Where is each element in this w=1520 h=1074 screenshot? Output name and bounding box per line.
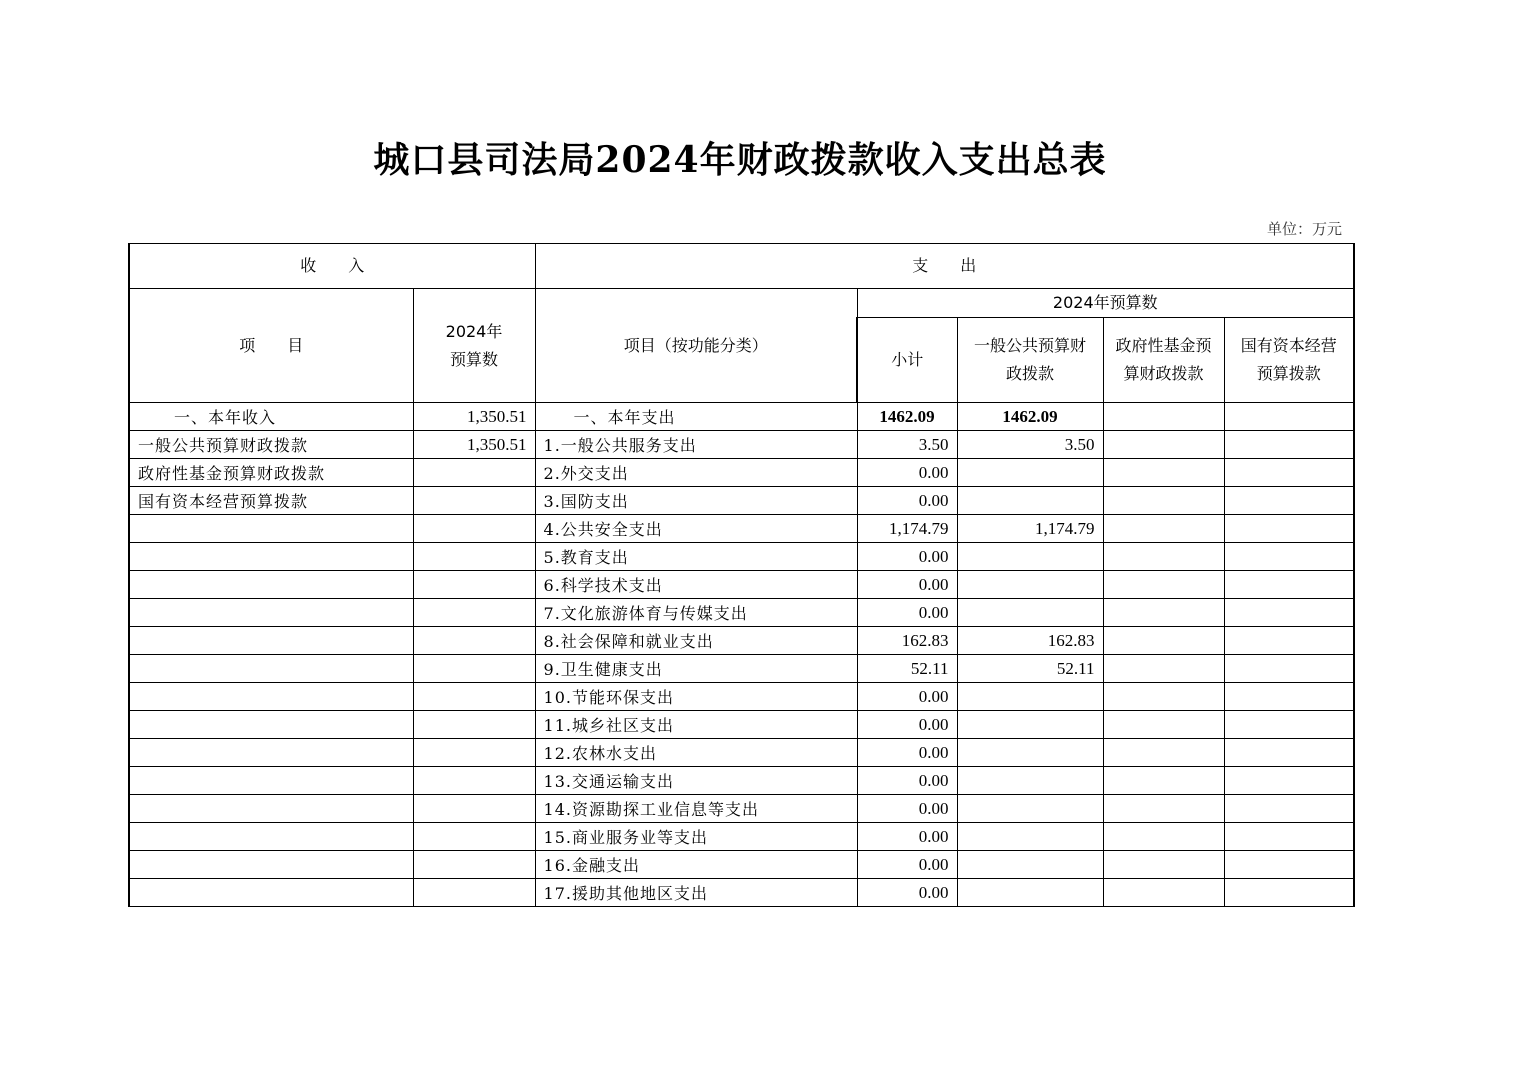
expense-item-label: 10.节能环保支出 xyxy=(535,683,857,711)
expense-general xyxy=(957,767,1103,795)
header-row-2 xyxy=(129,289,1354,318)
table-row xyxy=(129,711,1354,739)
page-title: 城口县司法局2024年财政拨款收入支出总表 xyxy=(373,139,1107,181)
expense-gov-fund xyxy=(1103,711,1224,739)
subtotal-header: 小计 xyxy=(857,318,957,403)
expense-gov-fund xyxy=(1103,543,1224,571)
table-row xyxy=(129,487,1354,515)
expense-gov-fund xyxy=(1103,627,1224,655)
income-item-label xyxy=(129,739,413,767)
expense-gov-fund xyxy=(1103,767,1224,795)
expense-total-general: 1462.09 xyxy=(957,403,1103,431)
expense-item-label: 4.公共安全支出 xyxy=(535,515,857,543)
expense-subtotal: 0.00 xyxy=(857,683,957,711)
expense-general xyxy=(957,459,1103,487)
budget-group-header: 2024年预算数 xyxy=(857,289,1354,318)
income-item-label xyxy=(129,851,413,879)
expense-state-capital xyxy=(1224,487,1354,515)
table-row xyxy=(129,655,1354,683)
expense-general xyxy=(957,739,1103,767)
income-item-value xyxy=(413,879,535,907)
expense-gov-fund xyxy=(1103,655,1224,683)
expense-general xyxy=(957,543,1103,571)
expense-item-label: 3.国防支出 xyxy=(535,487,857,515)
expense-general: 162.83 xyxy=(957,627,1103,655)
expense-subtotal: 0.00 xyxy=(857,879,957,907)
expense-total-state-capital xyxy=(1224,403,1354,431)
expense-subtotal: 0.00 xyxy=(857,711,957,739)
expense-gov-fund xyxy=(1103,851,1224,879)
income-item-label xyxy=(129,767,413,795)
expense-item-label: 7.文化旅游体育与传媒支出 xyxy=(535,599,857,627)
expense-state-capital xyxy=(1224,879,1354,907)
expense-state-capital xyxy=(1224,459,1354,487)
expense-subtotal: 1,174.79 xyxy=(857,515,957,543)
expense-subtotal: 0.00 xyxy=(857,795,957,823)
expense-gov-fund xyxy=(1103,515,1224,543)
income-item-value xyxy=(413,683,535,711)
expense-state-capital xyxy=(1224,543,1354,571)
table-row xyxy=(129,431,1354,459)
expense-state-capital xyxy=(1224,851,1354,879)
expense-gov-fund xyxy=(1103,795,1224,823)
table-row xyxy=(129,515,1354,543)
expense-state-capital xyxy=(1224,431,1354,459)
expense-state-capital xyxy=(1224,767,1354,795)
expense-general xyxy=(957,823,1103,851)
expense-item-label: 1.一般公共服务支出 xyxy=(535,431,857,459)
expense-gov-fund xyxy=(1103,683,1224,711)
expense-subtotal: 52.11 xyxy=(857,655,957,683)
income-item-value xyxy=(413,795,535,823)
income-item-value xyxy=(413,739,535,767)
income-item-label xyxy=(129,599,413,627)
expense-state-capital xyxy=(1224,515,1354,543)
income-item-label xyxy=(129,879,413,907)
income-header: 收 入 xyxy=(129,244,535,289)
income-item-label xyxy=(129,655,413,683)
income-item-value xyxy=(413,655,535,683)
expense-item-label: 6.科学技术支出 xyxy=(535,571,857,599)
table-row xyxy=(129,571,1354,599)
expense-gov-fund xyxy=(1103,599,1224,627)
header-row-1 xyxy=(129,244,1354,289)
expense-subtotal: 0.00 xyxy=(857,823,957,851)
expense-general: 3.50 xyxy=(957,431,1103,459)
table-row xyxy=(129,543,1354,571)
income-item-value xyxy=(413,711,535,739)
table-row xyxy=(129,459,1354,487)
expense-item-label: 11.城乡社区支出 xyxy=(535,711,857,739)
budget-header xyxy=(413,289,535,403)
expense-subtotal: 0.00 xyxy=(857,739,957,767)
item-header: 项 目 xyxy=(129,289,413,403)
income-item-label xyxy=(129,795,413,823)
income-item-label xyxy=(129,823,413,851)
expense-state-capital xyxy=(1224,823,1354,851)
expense-state-capital xyxy=(1224,599,1354,627)
income-item-label xyxy=(129,711,413,739)
income-item-value xyxy=(413,767,535,795)
income-item-value xyxy=(413,543,535,571)
expense-subtotal: 0.00 xyxy=(857,459,957,487)
expense-general xyxy=(957,683,1103,711)
expense-subtotal: 162.83 xyxy=(857,627,957,655)
expense-gov-fund xyxy=(1103,739,1224,767)
expense-general xyxy=(957,571,1103,599)
expense-total-subtotal: 1462.09 xyxy=(857,403,957,431)
expense-subtotal: 0.00 xyxy=(857,571,957,599)
expense-item-label: 8.社会保障和就业支出 xyxy=(535,627,857,655)
income-item-label xyxy=(129,683,413,711)
income-item-value xyxy=(413,823,535,851)
income-item-label: 政府性基金预算财政拨款 xyxy=(129,459,413,487)
table-row xyxy=(129,879,1354,907)
budget-table xyxy=(128,243,1355,907)
expense-item-label: 14.资源勘探工业信息等支出 xyxy=(535,795,857,823)
expense-gov-fund xyxy=(1103,823,1224,851)
income-total-label: 一、本年收入 xyxy=(129,403,413,431)
expense-gov-fund xyxy=(1103,571,1224,599)
expense-item-label: 2.外交支出 xyxy=(535,459,857,487)
budget-header-line1: 2024年 xyxy=(445,321,503,341)
expense-item-label: 17.援助其他地区支出 xyxy=(535,879,857,907)
expense-state-capital xyxy=(1224,739,1354,767)
expense-gov-fund xyxy=(1103,459,1224,487)
income-item-value xyxy=(413,627,535,655)
expense-general: 1,174.79 xyxy=(957,515,1103,543)
expense-gov-fund xyxy=(1103,431,1224,459)
expense-gov-fund xyxy=(1103,487,1224,515)
expense-item-label: 16.金融支出 xyxy=(535,851,857,879)
income-total-value: 1,350.51 xyxy=(413,403,535,431)
expense-state-capital xyxy=(1224,683,1354,711)
income-item-value xyxy=(413,571,535,599)
expense-state-capital xyxy=(1224,627,1354,655)
expense-subtotal: 0.00 xyxy=(857,543,957,571)
income-item-value xyxy=(413,851,535,879)
expense-general: 52.11 xyxy=(957,655,1103,683)
expense-item-label: 12.农林水支出 xyxy=(535,739,857,767)
income-item-value xyxy=(413,599,535,627)
income-item-value: 1,350.51 xyxy=(413,431,535,459)
table-row xyxy=(129,599,1354,627)
general-header: 一般公共预算财政拨款 xyxy=(957,318,1103,403)
expense-state-capital xyxy=(1224,655,1354,683)
table-row xyxy=(129,823,1354,851)
expense-subtotal: 0.00 xyxy=(857,599,957,627)
unit-label: 单位：万元 xyxy=(1266,220,1342,238)
expense-general xyxy=(957,851,1103,879)
income-item-label xyxy=(129,571,413,599)
table-row xyxy=(129,627,1354,655)
expense-general xyxy=(957,711,1103,739)
expense-general xyxy=(957,487,1103,515)
expense-subtotal: 0.00 xyxy=(857,851,957,879)
income-item-label xyxy=(129,515,413,543)
func-item-header: 项目（按功能分类） xyxy=(535,289,857,403)
expense-total-gov-fund xyxy=(1103,403,1224,431)
expense-general xyxy=(957,599,1103,627)
expense-state-capital xyxy=(1224,795,1354,823)
table-row xyxy=(129,795,1354,823)
expense-gov-fund xyxy=(1103,879,1224,907)
income-item-value xyxy=(413,459,535,487)
expense-item-label: 15.商业服务业等支出 xyxy=(535,823,857,851)
expense-item-label: 13.交通运输支出 xyxy=(535,767,857,795)
expense-general xyxy=(957,795,1103,823)
expense-header: 支 出 xyxy=(535,244,1354,289)
expense-state-capital xyxy=(1224,711,1354,739)
income-item-label: 国有资本经营预算拨款 xyxy=(129,487,413,515)
expense-subtotal: 0.00 xyxy=(857,487,957,515)
expense-subtotal: 0.00 xyxy=(857,767,957,795)
expense-general xyxy=(957,879,1103,907)
expense-item-label: 5.教育支出 xyxy=(535,543,857,571)
income-item-value xyxy=(413,487,535,515)
expense-state-capital xyxy=(1224,571,1354,599)
table-row xyxy=(129,767,1354,795)
table-row xyxy=(129,683,1354,711)
expense-total-label: 一、本年支出 xyxy=(535,403,857,431)
income-item-value xyxy=(413,515,535,543)
income-item-label xyxy=(129,543,413,571)
income-item-label xyxy=(129,627,413,655)
summary-row xyxy=(129,403,1354,431)
budget-header-line2: 预算数 xyxy=(450,349,499,369)
table-row xyxy=(129,851,1354,879)
expense-item-label: 9.卫生健康支出 xyxy=(535,655,857,683)
expense-subtotal: 3.50 xyxy=(857,431,957,459)
table-row xyxy=(129,739,1354,767)
income-item-label: 一般公共预算财政拨款 xyxy=(129,431,413,459)
state-capital-header: 国有资本经营预算拨款 xyxy=(1224,318,1354,403)
gov-fund-header: 政府性基金预算财政拨款 xyxy=(1103,318,1224,403)
